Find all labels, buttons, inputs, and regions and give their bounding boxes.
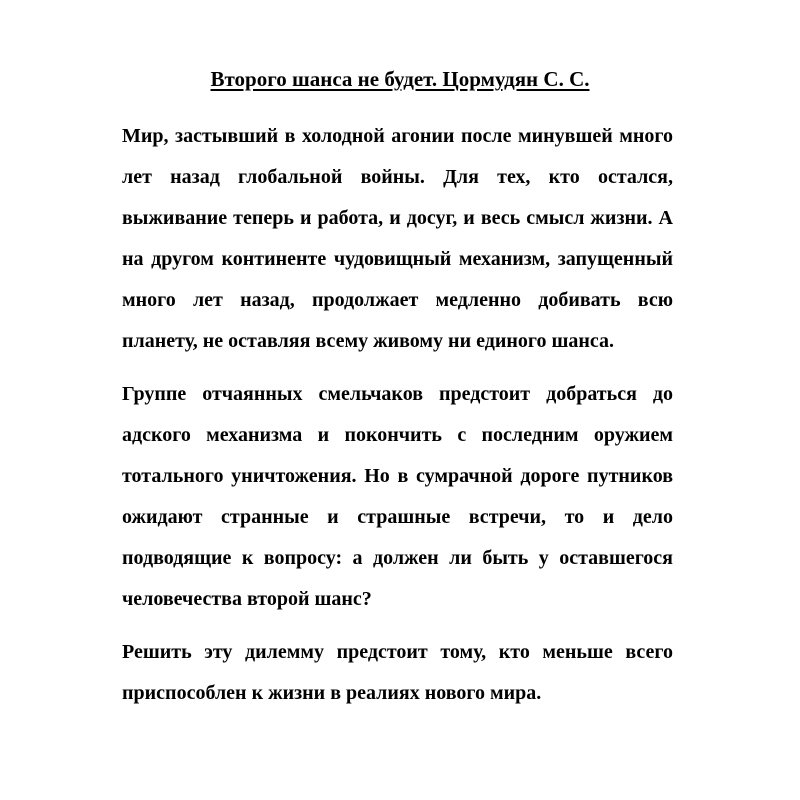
document-body xyxy=(122,116,673,714)
paragraph-2: Группе отчаянных смельчаков предстоит добраться до адского механизма и покончить с последним оружием тотального уничтожения. Но в сумрачной дороге путников ожидают странные и страшные встречи, то и дело подводящие к вопросу: а должен ли быть у оставшегося человечества второй шанс? xyxy=(122,383,673,610)
paragraph-3: Решить эту дилемму предстоит тому, кто меньше всего приспособлен к жизни в реалиях нового мира. xyxy=(122,641,673,704)
paragraph-1: Мир, застывший в холодной агонии после минувшей много лет назад глобальной войны. Для тех, кто остался, выживание теперь и работа, и досуг, и весь смысл жизни. А на другом континенте чудовищный механизм, запущенный много лет назад, продолжает медленно добивать всю планету, не оставляя всему живому ни единого шанса. xyxy=(122,125,673,352)
document-title: Второго шанса не будет. Цормудян С. С. xyxy=(210,67,590,91)
